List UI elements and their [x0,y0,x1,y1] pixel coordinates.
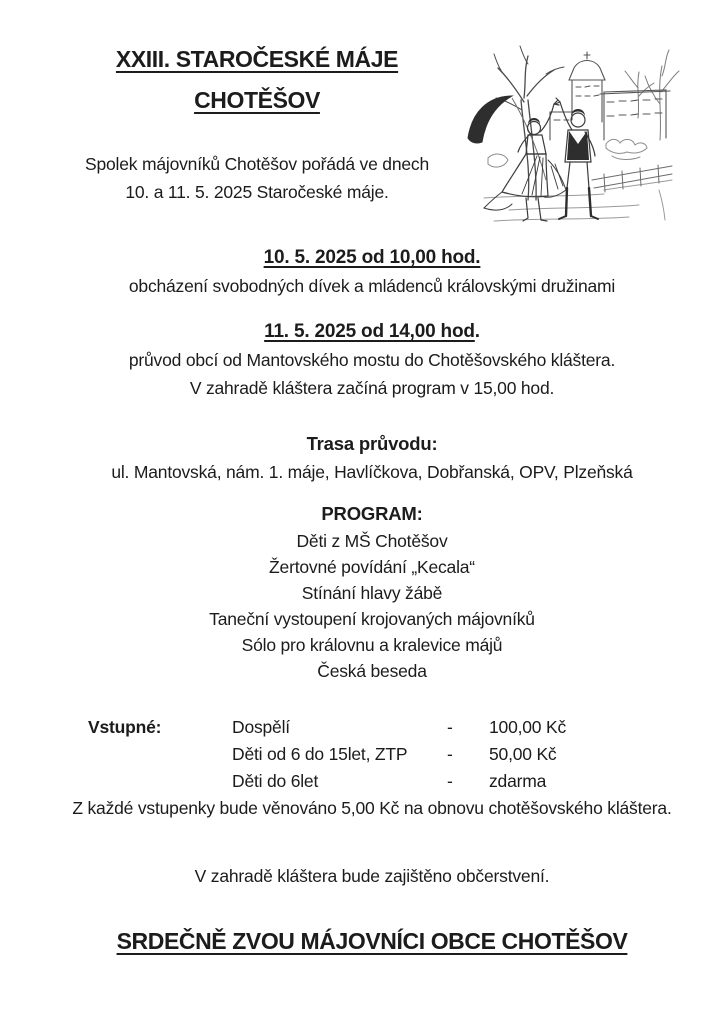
admission-label: Vstupné: [88,717,162,737]
day1-heading-text: 10. 5. 2025 od 10,00 hod. [263,247,481,268]
admission-category: Dospělí [232,717,290,737]
dancers-illustration-svg [454,40,684,230]
day2-description-line2: V zahradě kláštera začíná program v 15,00 hod. [189,378,555,398]
dancing-woman-sketch [484,100,566,221]
day2-description-line1: průvod obcí od Mantovského mostu do Chotěšovského kláštera. [128,350,616,370]
program-item: Taneční vystoupení krojovaných májovníků [209,609,535,629]
bare-trees-sketch [625,50,679,140]
day1-description: obcházení svobodných dívek a mládenců královskými družinami [128,276,616,296]
admission-row [232,741,684,768]
day2-heading-text: 11. 5. 2025 od 14,00 hod [264,321,475,342]
day2-heading [60,318,684,346]
program-item: Sólo pro královnu a kralevice májů [241,635,503,655]
program-item: Stínání hlavy žábě [301,583,443,603]
intro-paragraph [60,150,454,206]
admission-dash: - [447,744,453,764]
dancing-man-sketch [555,98,598,219]
fence-sketch [592,165,672,192]
admission-category: Děti od 6 do 15let, ZTP [232,744,408,764]
dancers-illustration [454,40,684,230]
admission-table [232,714,684,795]
admission-price: 50,00 Kč [489,744,557,764]
admission-block [60,714,684,795]
closing-invitation-text: SRDEČNĚ ZVOU MÁJOVNÍCI OBCE CHOTĚŠOV [116,928,628,954]
program-item: Česká beseda [317,661,427,681]
header-row [60,0,684,232]
monastery-sketch [550,52,670,140]
page-title-line1 [60,46,454,73]
intro-line1: Spolek májovníků Chotěšov pořádá ve dnech [85,154,429,174]
route-streets: ul. Mantovská, nám. 1. máje, Havlíčkova, Dobřanská, OPV, Plzeňská [111,462,633,482]
admission-dash: - [447,771,453,791]
program-heading: PROGRAM: [321,503,423,524]
page-title-line1-text: XXIII. STAROČESKÉ MÁJE [115,46,399,72]
program-item: Žertovné povídání „Kecala“ [269,557,475,577]
page-title-line2 [60,87,454,114]
admission-dash: - [447,717,453,737]
closing-invitation [60,928,684,955]
refreshments-line: V zahradě kláštera bude zajištěno občerstvení. [194,866,550,886]
header-text-block [60,42,454,232]
admission-price: 100,00 Kč [489,717,567,737]
route-heading: Trasa průvodu: [306,433,438,454]
ground-sketch [484,180,672,221]
page-title-line2-text: CHOTĚŠOV [194,87,320,113]
admission-category: Děti do 6let [232,771,319,791]
intro-line2: 10. a 11. 5. 2025 Staročeské máje. [125,182,389,202]
day2-heading-period: . [474,321,480,342]
admission-row [232,768,684,795]
admission-note: Z každé vstupenky bude věnováno 5,00 Kč na obnovu chotěšovského kláštera. [72,798,672,818]
day1-heading [60,244,684,272]
program-item: Děti z MŠ Chotěšov [296,531,448,551]
admission-row [232,714,684,741]
admission-price: zdarma [489,771,547,791]
